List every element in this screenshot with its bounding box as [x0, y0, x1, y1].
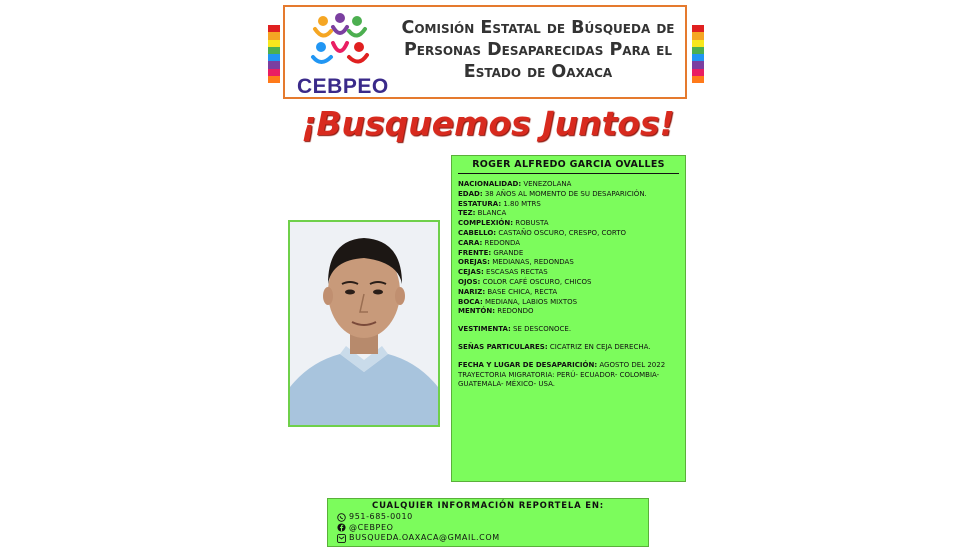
person-field-label: BOCA: [458, 297, 483, 306]
person-field-row [458, 219, 679, 229]
person-field-label: NACIONALIDAD: [458, 180, 522, 188]
person-field-label: CARA: [458, 238, 483, 247]
person-field-row [458, 268, 679, 278]
missing-person-photo [288, 220, 440, 427]
person-field-value: MEDIANAS, REDONDAS [490, 258, 574, 267]
contact-panel [327, 498, 649, 547]
person-field-value: BLANCA [475, 209, 507, 218]
decorative-stripes-right [692, 25, 704, 83]
person-field-label: NARIZ: [458, 287, 486, 296]
person-field-value: ESCASAS RECTAS [483, 268, 548, 277]
contact-facebook[interactable]: @CEBPEO [349, 522, 394, 532]
decorative-stripes-left [268, 25, 280, 83]
person-fields-list [458, 180, 679, 317]
fecha-label: FECHA Y LUGAR DE DESAPARICIÓN: [458, 360, 598, 369]
facebook-icon [336, 523, 346, 533]
person-field-row [458, 249, 679, 259]
contact-phone-row [336, 512, 640, 523]
person-field-value: COLOR CAFÉ OSCURO, CHICOS [480, 277, 592, 286]
header-title-line-1: Comisión Estatal de Búsqueda de [401, 18, 675, 38]
person-field-label: COMPLEXIÓN: [458, 219, 514, 228]
person-field-row [458, 258, 679, 268]
person-field-value: REDONDO [495, 307, 534, 316]
person-field-label: MENTÓN: [458, 307, 495, 316]
person-field-value: 1.80 MTRS [501, 199, 541, 208]
person-field-value: GRANDE [491, 248, 524, 257]
whatsapp-icon [336, 512, 346, 522]
fecha-row [458, 361, 679, 390]
person-field-row [458, 239, 679, 249]
senas-row [458, 343, 679, 353]
fecha-value: AGOSTO DEL 2022 TRAYECTORIA MIGRATORIA: PERÚ- ECUADOR- COLOMBIA- GUATEMALA- MÉXICO- USA. [458, 360, 666, 389]
person-field-label: CEJAS: [458, 268, 484, 277]
person-field-label: ESTATURA: [458, 199, 502, 208]
person-field-value: CASTAÑO OSCURO, CRESPO, CORTO [496, 228, 627, 237]
vestimenta-label: VESTIMENTA: [458, 325, 511, 334]
slogan-headline: ¡Busquemos Juntos! [301, 104, 675, 143]
person-field-row [458, 190, 679, 200]
person-field-row [458, 288, 679, 298]
person-field-row [458, 307, 679, 317]
contact-phone[interactable]: 951-685-0010 [349, 512, 413, 521]
vestimenta-value: SE DESCONOCE. [510, 325, 572, 334]
person-field-value: REDONDA [482, 238, 521, 247]
vestimenta-row [458, 325, 679, 335]
email-icon [336, 533, 346, 543]
person-field-label: EDAD: [458, 189, 483, 198]
person-field-value: BASE CHICA, RECTA [485, 287, 558, 296]
person-info-panel [451, 155, 686, 482]
header-title [393, 17, 683, 83]
people-figures-icon [309, 13, 371, 73]
header-box [283, 5, 687, 99]
person-field-row [458, 298, 679, 308]
person-field-label: FRENTE: [458, 248, 492, 257]
person-name: ROGER ALFREDO GARCIA OVALLES [458, 159, 679, 174]
person-field-row [458, 200, 679, 210]
person-field-label: CABELLO: [458, 228, 497, 237]
person-field-value: 38 AÑOS AL MOMENTO DE SU DESAPARICIÓN. [482, 189, 647, 198]
senas-value: CICATRIZ EN CEJA DERECHA. [547, 342, 651, 351]
header-title-line-3: Estado de Oaxaca [463, 62, 613, 82]
person-field-value: VENEZOLANA [521, 180, 572, 188]
contact-title: CUALQUIER INFORMACIÓN REPORTELA EN: [372, 501, 604, 511]
person-field-row [458, 229, 679, 239]
senas-label: SEÑAS PARTICULARES: [458, 342, 548, 351]
contact-email[interactable]: BUSQUEDA.OAXACA@GMAIL.COM [349, 533, 500, 542]
person-field-value: ROBUSTA [513, 219, 549, 228]
contact-email-row [336, 533, 640, 544]
contact-facebook-row [336, 523, 640, 534]
cebpeo-logo [297, 11, 389, 99]
person-field-value: MEDIANA, LABIOS MIXTOS [482, 297, 578, 306]
person-field-label: TEZ: [458, 209, 476, 218]
person-field-row [458, 180, 679, 190]
logo-text: CEBPEO [297, 75, 389, 98]
person-field-label: OREJAS: [458, 258, 490, 267]
person-field-row [458, 209, 679, 219]
person-field-label: OJOS: [458, 277, 481, 286]
person-field-row [458, 278, 679, 288]
header-title-line-2: Personas Desaparecidas Para el [403, 40, 673, 60]
person-portrait-image [290, 222, 438, 425]
